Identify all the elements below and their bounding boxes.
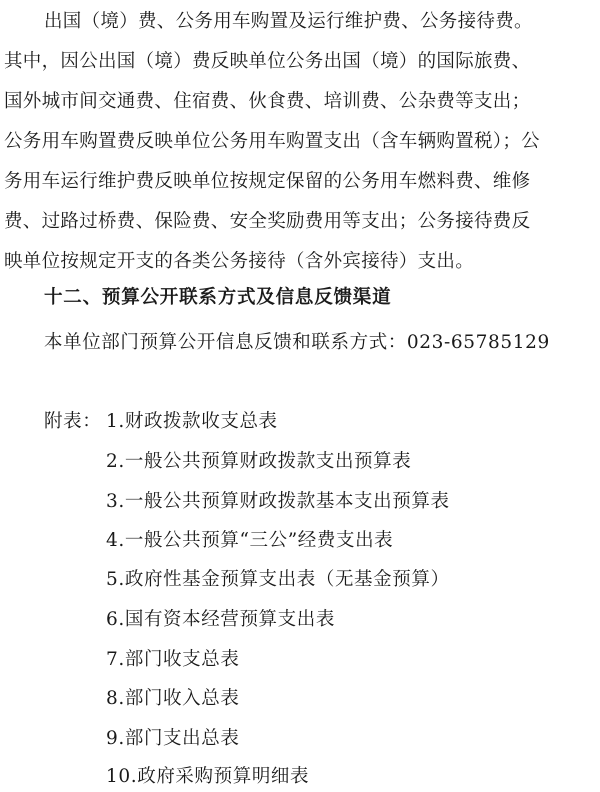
attachment-item: 10.政府采购预算明细表 bbox=[106, 766, 310, 787]
attachment-item: 6.国有资本经营预算支出表 bbox=[106, 609, 335, 630]
attachment-item: 8.部门收入总表 bbox=[106, 688, 240, 709]
attachment-item: 5.政府性基金预算支出表（无基金预算） bbox=[106, 569, 450, 590]
contact-info: 本单位部门预算公开信息反馈和联系方式：023-65785129 bbox=[44, 332, 550, 353]
body-line: 映单位按规定开支的各类公务接待（含外宾接待）支出。 bbox=[4, 251, 475, 272]
body-line: 出国（境）费、公务用车购置及运行维护费、公务接待费。 bbox=[44, 11, 533, 32]
attachment-item: 4.一般公共预算“三公”经费支出表 bbox=[106, 530, 394, 551]
body-line: 其中，因公出国（境）费反映单位公务出国（境）的国际旅费、 bbox=[4, 51, 531, 72]
body-line: 务用车运行维护费反映单位按规定保留的公务用车燃料费、维修 bbox=[4, 171, 531, 192]
attachment-item: 7.部门收支总表 bbox=[106, 649, 240, 670]
body-line: 公务用车购置费反映单位公务用车购置支出（含车辆购置税）；公 bbox=[4, 131, 540, 152]
attachment-item: 3.一般公共预算财政拨款基本支出预算表 bbox=[106, 491, 450, 512]
body-line: 费、过路过桥费、保险费、安全奖励费用等支出；公务接待费反 bbox=[4, 211, 531, 232]
attachments-label: 附表： bbox=[44, 411, 102, 432]
section-heading: 十二、预算公开联系方式及信息反馈渠道 bbox=[44, 287, 392, 308]
body-line: 国外城市间交通费、住宿费、伙食费、培训费、公杂费等支出； bbox=[4, 91, 531, 112]
attachment-item: 9.部门支出总表 bbox=[106, 728, 240, 749]
attachment-item: 1.财政拨款收支总表 bbox=[106, 411, 278, 432]
attachment-item: 2.一般公共预算财政拨款支出预算表 bbox=[106, 451, 412, 472]
